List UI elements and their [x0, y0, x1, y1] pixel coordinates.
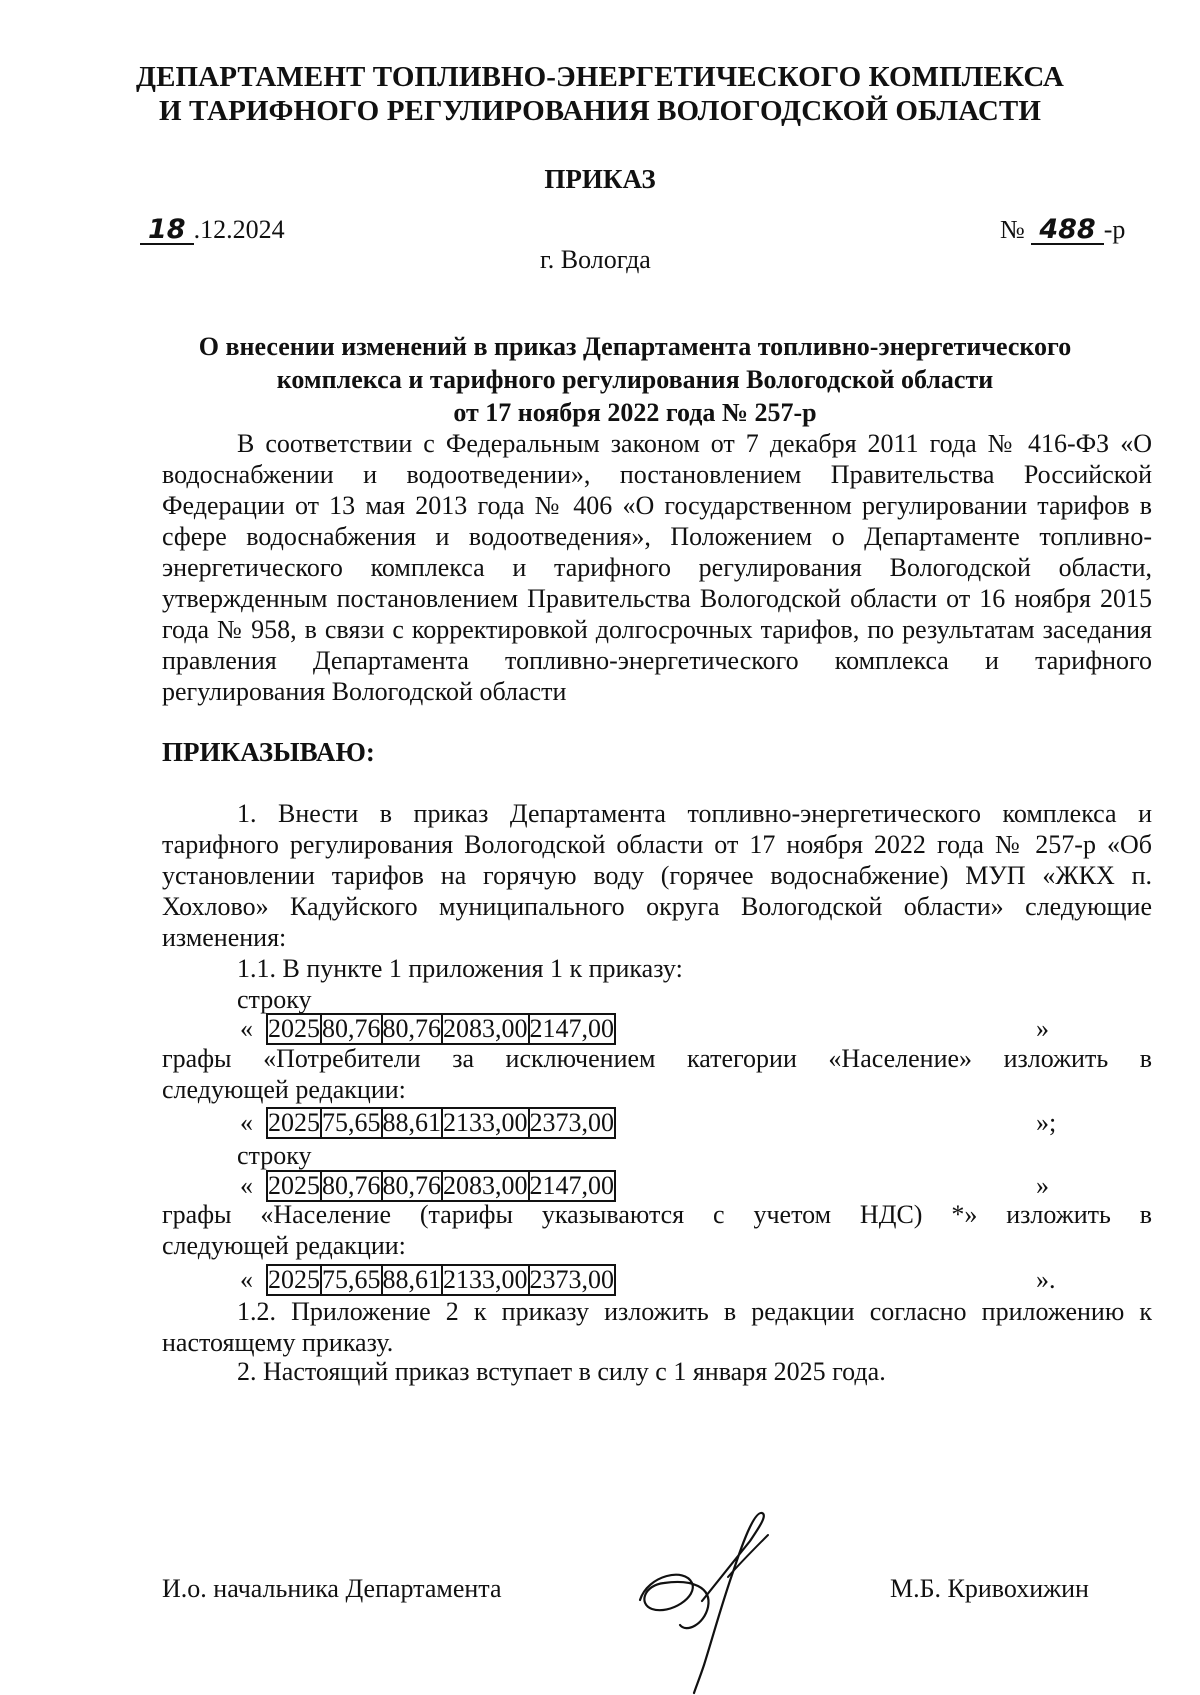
cell-value-3: 2133,00 — [443, 1108, 528, 1137]
cell-value-4: 2373,00 — [529, 1265, 614, 1294]
preamble-paragraph: В соответствии с Федеральным законом от 7 декабря 2011 года № 416-ФЗ «О водоснабжении и водоотведении», постановлением Правительства Российской Федерации от 13 мая 2013 года № 406 «О государственном регулировании тарифов в сфере водоснабжения и водоотведения», Положением о Департаменте топливно-энергетического комплекса и тарифного регулирования Вологодской области, утвержденным постановлением Правительства Вологодской области от 16 ноября 2015 года № 958, в связи с корректировкой долгосрочных тарифов, по результатам заседания правления Департамента топливно-энергетического комплекса и тарифного регулирования Вологодской области — [162, 429, 1152, 706]
item-1-paragraph: 1. Внести в приказ Департамента топливно-энергетического комплекса и тарифного регулирования Вологодской области от 17 ноября 2022 года № 257-р «Об установлении тарифов на горячую воду (горячее водоснабжение) МУП «ЖКХ п. Хохлово» Кадуйского муниципального округа Вологодской области» следующие изменения: — [162, 799, 1152, 952]
number-suffix: -р — [1103, 215, 1126, 244]
graph-1-line-2: следующей редакции: — [162, 1075, 406, 1104]
tariff-table-3 — [266, 1170, 616, 1202]
tariff-table-2 — [266, 1107, 616, 1139]
quote-close: ». — [1036, 1265, 1056, 1294]
order-date — [140, 215, 285, 245]
order-number — [1000, 215, 1125, 245]
quote-close: »; — [1036, 1108, 1057, 1137]
quote-close: » — [1036, 1014, 1049, 1043]
cell-value-1: 80,76 — [322, 1171, 381, 1200]
tariff-table-1 — [266, 1013, 616, 1045]
cell-value-1: 75,65 — [322, 1108, 381, 1137]
cell-year: 2025 — [268, 1108, 320, 1137]
quote-close: » — [1036, 1171, 1049, 1200]
order-subject — [140, 330, 1130, 429]
cell-year: 2025 — [268, 1014, 320, 1043]
order-word: ПРИКАЗЫВАЮ: — [162, 737, 375, 767]
graph-1-line-1: графы «Потребители за исключением категории «Население» изложить в — [162, 1044, 1152, 1073]
subject-line1: О внесении изменений в приказ Департамента топливно-энергетического — [198, 332, 1072, 361]
city: г. Вологда — [540, 245, 651, 274]
cell-value-3: 2083,00 — [443, 1171, 528, 1200]
subject-line3: от 17 ноября 2022 года № 257-р — [453, 398, 817, 427]
graph-2-line-2: следующей редакции: — [162, 1231, 406, 1260]
quote-open: « — [240, 1171, 253, 1200]
graph-2-line-1: графы «Население (тарифы указываются с учетом НДС) *» изложить в — [162, 1200, 1152, 1229]
number-value-handwritten: 488 — [1031, 217, 1103, 245]
date-rest: .12.2024 — [193, 215, 285, 244]
number-prefix: № — [1000, 215, 1025, 244]
subject-line2: комплекса и тарифного регулирования Вологодской области — [276, 365, 994, 394]
cell-year: 2025 — [268, 1171, 320, 1200]
cell-year: 2025 — [268, 1265, 320, 1294]
cell-value-2: 80,76 — [382, 1014, 441, 1043]
department-name-line2: И ТАРИФНОГО РЕГУЛИРОВАНИЯ ВОЛОГОДСКОЙ ОБЛАСТИ — [159, 95, 1041, 127]
cell-value-2: 80,76 — [382, 1171, 441, 1200]
signer-position: И.о. начальника Департамента — [162, 1574, 502, 1603]
cell-value-2: 88,61 — [382, 1265, 441, 1294]
cell-value-4: 2373,00 — [529, 1108, 614, 1137]
tariff-table-4 — [266, 1264, 616, 1296]
handwritten-signature — [630, 1505, 810, 1695]
cell-value-4: 2147,00 — [529, 1171, 614, 1200]
cell-value-1: 75,65 — [322, 1265, 381, 1294]
cell-value-3: 2083,00 — [443, 1014, 528, 1043]
item-1-2-paragraph: 1.2. Приложение 2 к приказу изложить в редакции согласно приложению к настоящему приказу. — [162, 1297, 1152, 1357]
signer-name: М.Б. Кривохижин — [890, 1574, 1089, 1603]
cell-value-4: 2147,00 — [529, 1014, 614, 1043]
department-name-line1: ДЕПАРТАМЕНТ ТОПЛИВНО-ЭНЕРГЕТИЧЕСКОГО КОМПЛЕКСА — [136, 61, 1064, 93]
cell-value-2: 88,61 — [382, 1108, 441, 1137]
item-1-1: 1.1. В пункте 1 приложения 1 к приказу: — [237, 954, 683, 983]
row-label-1: строку — [237, 985, 312, 1014]
row-label-2: строку — [237, 1141, 312, 1170]
quote-open: « — [240, 1265, 253, 1294]
quote-open: « — [240, 1108, 253, 1137]
date-day-handwritten: 18 — [140, 217, 194, 245]
cell-value-1: 80,76 — [322, 1014, 381, 1043]
quote-open: « — [240, 1014, 253, 1043]
item-2: 2. Настоящий приказ вступает в силу с 1 января 2025 года. — [237, 1357, 886, 1386]
order-title: ПРИКАЗ — [544, 164, 656, 194]
cell-value-3: 2133,00 — [443, 1265, 528, 1294]
